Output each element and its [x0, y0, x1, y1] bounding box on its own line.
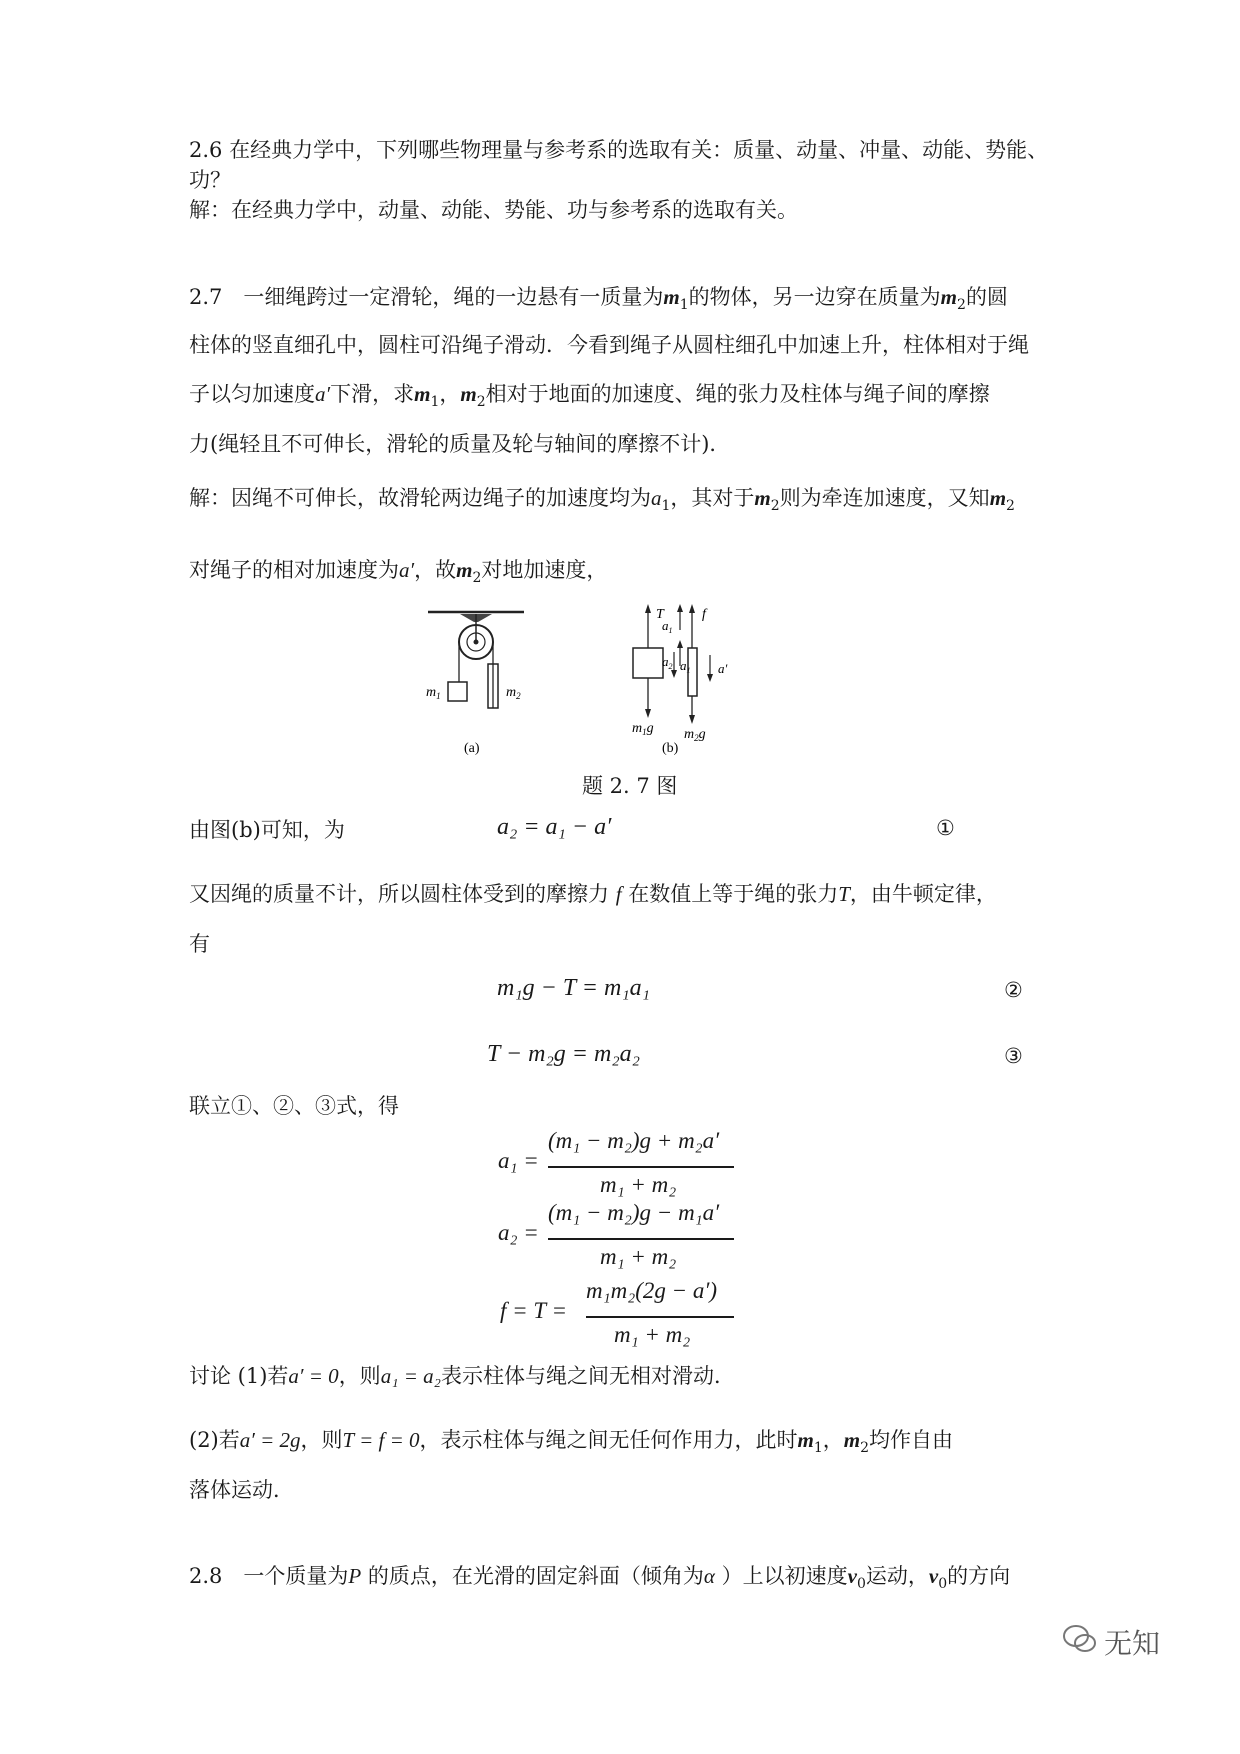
equation-3: T − m₂g = m₂a₂: [487, 1041, 640, 1067]
p28-line1: 2.8 一个质量为P 的质点，在光滑的固定斜面（倾角为α ）上以初速度$v_0$运动，$v_0$的方向: [189, 1564, 1011, 1592]
equation-3-number: ③: [1004, 1044, 1023, 1068]
label-b: (b): [662, 741, 679, 756]
discussion-3: 落体运动．: [189, 1478, 294, 1502]
wechat-icon: [1062, 1622, 1098, 1656]
equation-1: a₂ = a₁ − a′: [497, 814, 612, 840]
p26-line2: 功？: [189, 168, 231, 192]
label-a-prime: a′: [718, 661, 728, 676]
discussion-1: 讨论 (1)若a′ = 0，则a₁ = a₂表示柱体与绳之间无相对滑动．: [189, 1364, 735, 1388]
label-block-a1: $a_1$: [680, 658, 691, 675]
p27-line4: 力(绳轻且不可伸长，滑轮的质量及轮与轴间的摩擦不计)．: [189, 432, 731, 456]
equation-1-number: ①: [936, 816, 955, 840]
from-fig-text: 由图(b)可知，为: [189, 818, 345, 842]
p26-answer: 解：在经典力学中，动量、动能、势能、功与参考系的选取有关。: [189, 198, 798, 222]
label-m2g: $m_2g$: [684, 727, 706, 743]
label-a: (a): [464, 741, 480, 756]
result-a2: a₂ = (m₁ − m₂)g − m₁a′ m₁ + m₂: [498, 1200, 758, 1270]
label-f: f: [702, 607, 706, 622]
equation-2-number: ②: [1004, 978, 1023, 1002]
p27-line2: 柱体的竖直细孔中，圆柱可沿绳子滑动．今看到绳子从圆柱细孔中加速上升，柱体相对于绳: [189, 333, 1029, 357]
label-m1g: $m_1g$: [632, 721, 654, 737]
p26-line1: 2.6 在经典力学中，下列哪些物理量与参考系的选取有关：质量、动量、冲量、动能、势能、: [189, 138, 1049, 162]
label-m2: $m_2$: [506, 685, 521, 701]
label-T: T: [656, 607, 664, 622]
p27-solution1: 解：因绳不可伸长，故滑轮两边绳子的加速度均为$a_1$，其对于$m_2$则为牵连加速度，又知$m_2$: [189, 486, 1015, 514]
equation-2: m₁g − T = m₁a₁: [497, 975, 650, 1001]
newton-text-2: 有: [189, 932, 210, 956]
p27-line3: 子以匀加速度a′下滑，求$m_1$，$m_2$相对于地面的加速度、绳的张力及柱体与绳子间的摩擦: [189, 382, 990, 410]
watermark-text: 无知: [1104, 1627, 1161, 1660]
label-m1: $m_1$: [426, 685, 441, 701]
pulley-figure: [400, 600, 860, 765]
label-fbd-a2: $a_2$: [662, 654, 673, 671]
fbd-block: [633, 648, 663, 678]
p27-line1: 2.7 一细绳跨过一定滑轮，绳的一边悬有一质量为$m_1$的物体，另一边穿在质量为$m_2$的圆: [189, 285, 1008, 313]
result-f-T: f = T = m₁m₂(2g − a′) m₁ + m₂: [500, 1278, 760, 1348]
p27-solution2: 对绳子的相对加速度为a′，故$m_2$对地加速度，: [189, 558, 608, 586]
block-m1: [448, 682, 467, 701]
label-fbd-a1: $a_1$: [662, 618, 673, 635]
figure-caption: 题 2. 7 图: [582, 774, 678, 798]
discussion-2: (2)若a′ = 2g，则T = f = 0，表示柱体与绳之间无任何作用力，此时$m_1$，$m_2$均作自由: [189, 1428, 954, 1456]
result-a1: a₁ = (m₁ − m₂)g + m₂a′ m₁ + m₂: [498, 1128, 758, 1198]
newton-text: 又因绳的质量不计，所以圆柱体受到的摩擦力 f 在数值上等于绳的张力T，由牛顿定律，: [189, 882, 997, 906]
combine-text: 联立①、②、③式，得: [189, 1094, 399, 1118]
